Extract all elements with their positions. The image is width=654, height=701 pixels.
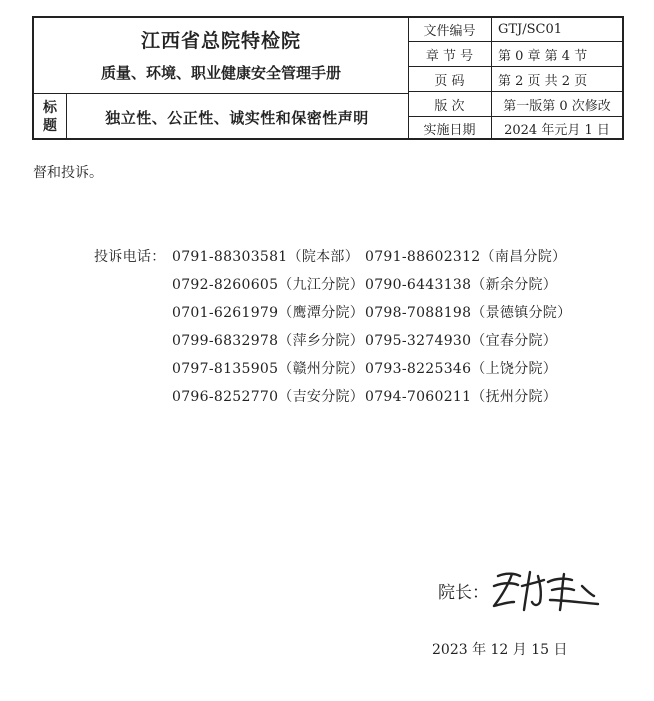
continuation-text: 督和投诉。 <box>33 165 103 181</box>
phone-entry: 0795-3274930（宜春分院） <box>365 333 558 349</box>
doc-number-value: GTJ/SC01 <box>498 22 563 37</box>
phone-entry: 0796-8252770（吉安分院） <box>172 389 365 405</box>
subject-title: 独立性、公正性、诚实性和保密性声明 <box>105 108 369 127</box>
phone-entry: 0791-88303581（院本部） <box>172 249 360 265</box>
doc-number-label: 文件编号 <box>423 24 476 39</box>
phone-entry: 0799-6832978（萍乡分院） <box>172 333 365 349</box>
edition-label: 版 次 <box>434 98 465 114</box>
phone-entry: 0790-6443138（新余分院） <box>365 277 558 293</box>
phone-entry: 0794-7060211（抚州分院） <box>365 389 558 405</box>
org-name: 江西省总院特检院 <box>140 30 301 52</box>
director-label: 院长： <box>438 583 489 603</box>
phone-entry: 0701-6261979（鹰潭分院） <box>172 305 365 321</box>
document-header-table <box>32 16 624 140</box>
handwritten-signature <box>486 566 606 616</box>
chapter-value: 第 0 章 第 4 节 <box>498 48 588 64</box>
subject-label-char-1: 标 <box>43 100 57 116</box>
signature-date: 2023 年 12 月 15 日 <box>432 642 568 658</box>
effective-date-label: 实施日期 <box>423 123 476 138</box>
phone-entry: 0792-8260605（九江分院） <box>172 277 365 293</box>
phone-entry: 0791-88602312（南昌分院） <box>365 249 567 265</box>
page-value: 第 2 页 共 2 页 <box>498 73 588 89</box>
chapter-label: 章 节 号 <box>425 48 474 64</box>
effective-date-value: 2024 年元月 1 日 <box>504 123 610 138</box>
edition-value: 第一版第 0 次修改 <box>503 98 611 114</box>
phone-entry: 0798-7088198（景德镇分院） <box>365 305 572 321</box>
complaint-label: 投诉电话： <box>94 249 166 265</box>
subject-label-char-2: 题 <box>43 118 57 134</box>
subject-label <box>34 94 66 140</box>
page-label: 页 码 <box>434 73 465 89</box>
phone-entry: 0793-8225346（上饶分院） <box>365 361 558 377</box>
phone-entry: 0797-8135905（赣州分院） <box>172 361 365 377</box>
manual-name: 质量、环境、职业健康安全管理手册 <box>100 64 341 82</box>
